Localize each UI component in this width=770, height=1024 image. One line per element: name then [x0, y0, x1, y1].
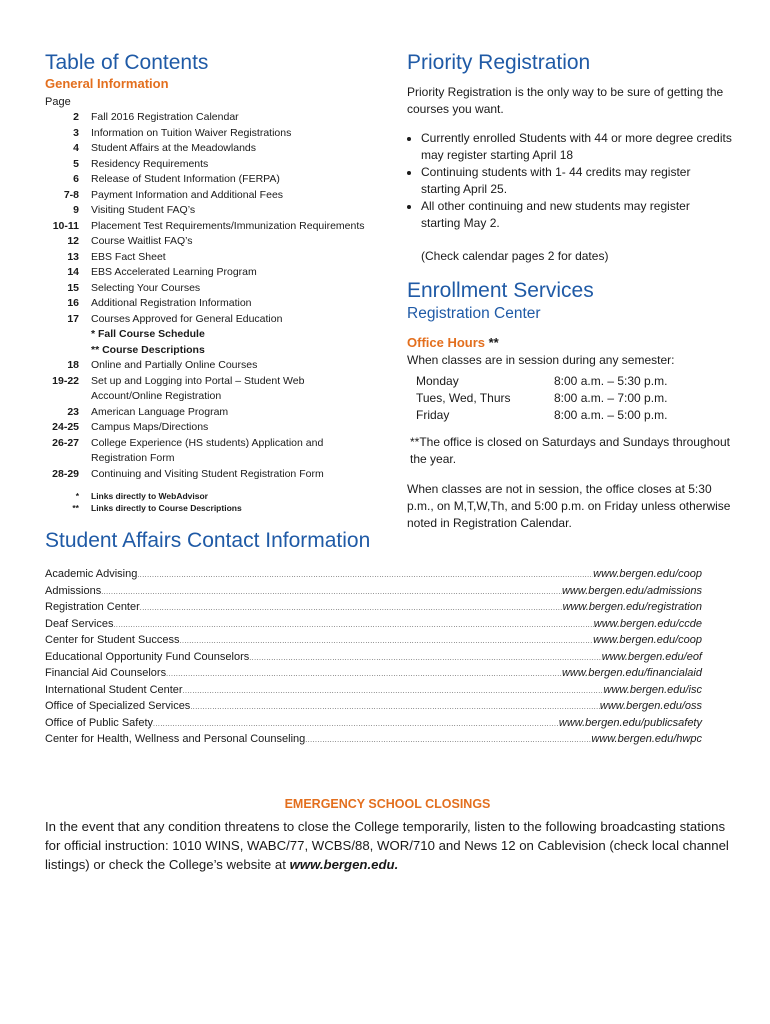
- right-column: [407, 50, 732, 532]
- toc-entry-text: Student Affairs at the Meadowlands: [91, 142, 256, 154]
- emergency-body: [45, 817, 730, 874]
- toc-page-number: 6: [73, 173, 79, 185]
- toc-entry-text: Payment Information and Additional Fees: [91, 188, 284, 201]
- leader-dots: [140, 601, 563, 617]
- toc-entry-text: Continuing and Visiting Student Registration Form: [91, 467, 324, 480]
- toc-entry: [45, 250, 385, 266]
- toc-entry: [45, 405, 385, 421]
- hours-row: [407, 407, 732, 424]
- toc-entry: [45, 157, 385, 173]
- toc-entry-text: Registration Form: [91, 452, 175, 464]
- priority-bullets: [407, 130, 732, 232]
- contact-url-link[interactable]: www.bergen.edu/publicsafety: [558, 716, 702, 729]
- priority-title: Priority Registration: [407, 51, 591, 74]
- contact-label: Academic Advising: [45, 568, 138, 580]
- footnote-text: Links directly to WebAdvisor: [91, 491, 208, 501]
- leader-dots: [249, 651, 601, 667]
- toc-entry-text: Placement Test Requirements/Immunization Requirements: [91, 219, 365, 232]
- contact-label: Center for Student Success: [45, 634, 180, 646]
- emergency-website[interactable]: www.bergen.edu.: [289, 857, 399, 872]
- contact-url-link[interactable]: www.bergen.edu/registration: [562, 601, 702, 613]
- toc-entry-text[interactable]: ** Course Descriptions: [91, 343, 205, 356]
- toc-page-number: 16: [67, 297, 79, 309]
- toc-entry-text: EBS Fact Sheet: [91, 250, 166, 263]
- toc-entry: [45, 110, 385, 126]
- contact-url-link[interactable]: www.bergen.edu/coop: [593, 568, 702, 580]
- toc-title: Table of Contents: [45, 51, 209, 74]
- toc-entry-text: Selecting Your Courses: [91, 281, 201, 294]
- toc-page-number: 19-22: [52, 374, 79, 387]
- hours-row: [407, 373, 732, 390]
- contact-label: Educational Opportunity Fund Counselors: [45, 650, 250, 663]
- leader-dots: [153, 717, 559, 733]
- priority-bullet: • Currently enrolled Students with 44 or more degree credits may register starting April 18: [421, 130, 732, 164]
- toc-page-number: 5: [73, 157, 79, 170]
- contact-row: [45, 600, 702, 617]
- contact-url-link[interactable]: www.bergen.edu/hwpc: [591, 733, 702, 745]
- footnote-mark: *: [75, 491, 79, 501]
- toc-entry: [45, 312, 385, 328]
- emergency-title: EMERGENCY SCHOOL CLOSINGS: [284, 797, 491, 811]
- enrollment-title: Enrollment Services: [407, 279, 594, 302]
- leader-dots: [101, 585, 562, 601]
- toc-entry-text: Campus Maps/Directions: [91, 421, 209, 433]
- toc-entry-text: Information on Tuition Waiver Registrations: [91, 126, 292, 139]
- contact-url-link[interactable]: www.bergen.edu/eof: [601, 650, 702, 663]
- leader-dots: [190, 700, 600, 716]
- contact-url-link[interactable]: www.bergen.edu/ccde: [593, 617, 702, 630]
- hours-time: 8:00 a.m. – 5:00 p.m.: [554, 408, 668, 422]
- contact-label: Financial Aid Counselors: [45, 667, 167, 679]
- leader-dots: [166, 667, 562, 683]
- toc-entry: [45, 358, 385, 374]
- contact-label: Office of Specialized Services: [45, 700, 191, 712]
- leader-dots: [113, 618, 593, 634]
- emergency-text: In the event that any condition threatens to close the College temporarily, listen to the following broadcasting stations for official instruction: 1010 WINS, WABC/77, WCBS/88, WOR/710 and News 12 on Cablevision (check local channel listings) or check the College’s website at: [45, 819, 729, 872]
- toc-page-number: 7-8: [63, 188, 79, 201]
- toc-page-header: Page: [45, 96, 71, 108]
- toc-entry-text: EBS Accelerated Learning Program: [91, 266, 257, 278]
- footnote-mark: **: [72, 503, 79, 513]
- toc-entry: [45, 327, 385, 343]
- toc-entry: [45, 467, 385, 483]
- toc-page-number: 18: [67, 359, 79, 371]
- toc-page-number: 2: [73, 111, 79, 123]
- contact-label: Admissions: [45, 584, 102, 597]
- toc-entry: [45, 281, 385, 297]
- toc-page-number: 13: [67, 250, 79, 263]
- office-hours-label: Office Hours: [407, 335, 486, 350]
- contact-label: Center for Health, Wellness and Personal Counseling: [45, 733, 306, 745]
- closed-note: **The office is closed on Saturdays and Sundays throughout the year.: [410, 435, 730, 466]
- toc-entry: [45, 343, 385, 359]
- toc-entry-text: Online and Partially Online Courses: [91, 359, 258, 371]
- toc-entry-text: Release of Student Information (FERPA): [91, 173, 280, 185]
- toc-page-number: 23: [67, 405, 79, 418]
- contact-row: [45, 732, 702, 749]
- toc-page-number: 14: [67, 266, 79, 278]
- contact-row: [45, 567, 702, 584]
- enrollment-subtitle: Registration Center: [407, 305, 541, 322]
- toc-page-number: [45, 389, 79, 405]
- toc-page-number: 12: [67, 235, 79, 247]
- priority-note: (Check calendar pages 2 for dates): [421, 249, 609, 263]
- contact-row: [45, 584, 702, 601]
- leader-dots: [183, 684, 604, 700]
- contact-row: [45, 650, 702, 667]
- hours-days: Monday: [416, 374, 459, 388]
- toc-entry-text[interactable]: * Fall Course Schedule: [91, 328, 205, 340]
- toc-entry: [45, 265, 385, 281]
- toc-entry-text: Additional Registration Information: [91, 297, 252, 309]
- contact-label: International Student Center: [45, 683, 183, 696]
- toc-page-number: 15: [67, 281, 79, 294]
- toc-page-number: [45, 327, 79, 343]
- leader-dots: [305, 733, 591, 749]
- contact-row: [45, 683, 702, 700]
- contact-url-link[interactable]: www.bergen.edu/oss: [599, 700, 702, 712]
- toc-page-number: 10-11: [52, 219, 79, 232]
- contact-row: [45, 633, 702, 650]
- contact-row: [45, 716, 702, 733]
- contact-label: Office of Public Safety: [45, 716, 154, 729]
- hours-row: [407, 390, 732, 407]
- toc-entry-text: Account/Online Registration: [91, 390, 222, 402]
- table-of-contents: [45, 50, 385, 514]
- hours-days: Tues, Wed, Thurs: [416, 391, 511, 405]
- toc-entry: [45, 203, 385, 219]
- toc-entry-text: American Language Program: [91, 405, 229, 418]
- office-hours-mark: **: [485, 335, 499, 350]
- toc-entry: [45, 296, 385, 312]
- toc-entry-text: Courses Approved for General Education: [91, 312, 283, 325]
- toc-entry: [45, 172, 385, 188]
- not-session-text: When classes are not in session, the office closes at 5:30 p.m., on M,T,W,Th, and 5:00 p.m. on Friday unless otherwise noted in Registration Calendar.: [407, 482, 731, 530]
- toc-entry-text: Fall 2016 Registration Calendar: [91, 111, 239, 123]
- toc-entry: [45, 436, 385, 452]
- toc-page-number: 4: [73, 142, 79, 154]
- contact-row: [45, 699, 702, 716]
- footnote-text: Links directly to Course Descriptions: [91, 503, 242, 513]
- hours-time: 8:00 a.m. – 5:30 p.m.: [554, 374, 668, 388]
- toc-entry-text: Residency Requirements: [91, 157, 209, 170]
- toc-footnotes: [45, 490, 385, 514]
- toc-page-number: 9: [73, 204, 79, 216]
- toc-list: [45, 110, 385, 482]
- toc-footnote: [45, 502, 385, 514]
- contact-row: [45, 666, 702, 683]
- hours-time: 8:00 a.m. – 7:00 p.m.: [554, 391, 668, 405]
- toc-entry: [45, 420, 385, 436]
- leader-dots: [180, 634, 594, 650]
- toc-page-number: 24-25: [52, 421, 79, 433]
- toc-page-number: 3: [73, 126, 79, 139]
- toc-entry-text: Set up and Logging into Portal – Student Web: [91, 374, 305, 387]
- office-hours-heading: [407, 334, 732, 352]
- toc-page-number: [45, 451, 79, 467]
- contacts-title: Student Affairs Contact Information: [45, 529, 371, 552]
- contact-row: [45, 617, 702, 634]
- toc-subtitle: General Information: [45, 76, 169, 91]
- hours-days: Friday: [416, 408, 450, 422]
- priority-bullet: • All other continuing and new students may register starting May 2.: [421, 198, 732, 232]
- toc-entry: [45, 219, 385, 235]
- priority-intro: Priority Registration is the only way to be sure of getting the courses you want.: [407, 85, 724, 116]
- toc-entry-text: Course Waitlist FAQ’s: [91, 235, 193, 247]
- toc-page-number: 26-27: [52, 436, 79, 449]
- toc-entry-text: College Experience (HS students) Application and: [91, 436, 324, 449]
- toc-entry: [45, 126, 385, 142]
- contact-url-link[interactable]: www.bergen.edu/coop: [593, 634, 702, 646]
- toc-entry: [45, 234, 385, 250]
- toc-entry: [45, 374, 385, 390]
- toc-page-number: [45, 343, 79, 359]
- hours-table: [407, 373, 732, 424]
- toc-entry-text: Visiting Student FAQ’s: [91, 204, 196, 216]
- contact-url-link[interactable]: www.bergen.edu/admissions: [561, 584, 702, 597]
- toc-entry: [45, 141, 385, 157]
- priority-bullet: • Continuing students with 1- 44 credits may register starting April 25.: [421, 164, 732, 198]
- toc-page-number: 28-29: [52, 467, 79, 480]
- contact-url-link[interactable]: www.bergen.edu/isc: [603, 683, 702, 696]
- toc-entry: [45, 188, 385, 204]
- session-text: When classes are in session during any semester:: [407, 353, 675, 367]
- contact-label: Deaf Services: [45, 617, 114, 630]
- contacts-list: [45, 567, 702, 749]
- contact-label: Registration Center: [45, 601, 140, 613]
- toc-entry: [45, 389, 385, 405]
- toc-entry: [45, 451, 385, 467]
- toc-page-number: 17: [67, 312, 79, 325]
- emergency-section: [45, 797, 730, 874]
- toc-footnote: [45, 490, 385, 502]
- leader-dots: [137, 568, 593, 584]
- contact-url-link[interactable]: www.bergen.edu/financialaid: [561, 667, 702, 679]
